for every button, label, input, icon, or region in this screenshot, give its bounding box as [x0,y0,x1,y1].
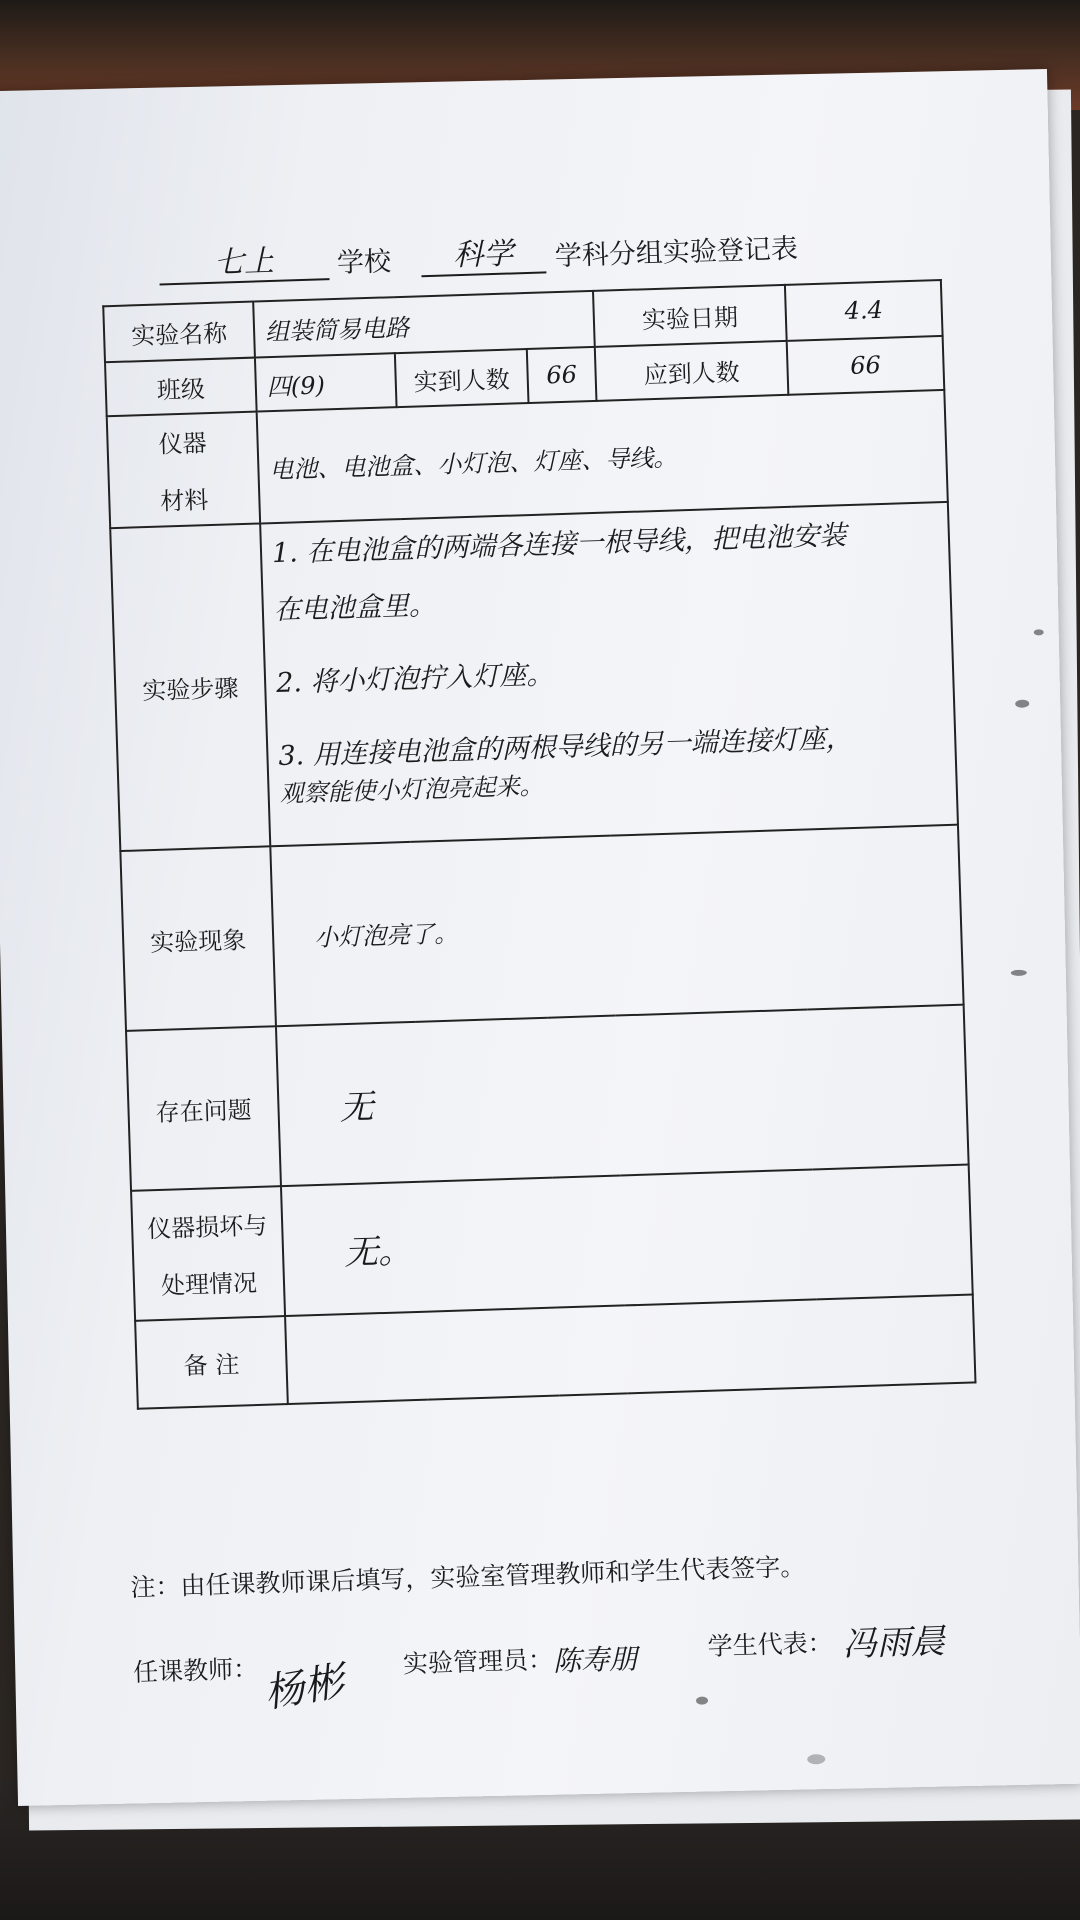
steps-label: 实验步骤 [110,523,270,851]
footnote: 注：由任课教师课后填写，实验室管理教师和学生代表签字。 [130,1551,806,1603]
form-title-line [158,206,959,291]
steps-value [260,502,958,847]
step-line: 2. 将小灯泡拧入灯座。 [275,659,554,700]
step-line: 在电池盒里。 [273,590,437,627]
actual-count-label: 实到人数 [395,349,529,407]
student-rep-signature: 冯雨晨 [842,1621,946,1665]
paper-speck [1015,700,1029,708]
table-row [110,502,958,852]
lab-manager-signature: 陈寿朋 [552,1642,638,1678]
school-suffix: 学校 [336,246,392,279]
signature-line [132,1616,1004,1723]
problems-value: 无 [276,1005,969,1187]
registration-form [88,206,1001,1718]
class-label: 班级 [105,358,257,417]
step-line: 3. 用连接电池盒的两根导线的另一端连接灯座， [278,723,854,773]
paper-speck [1034,629,1044,635]
instruments-label [107,412,260,529]
phenomenon-label: 实验现象 [120,847,276,1032]
experiment-name-value: 组装简易电路 [253,291,595,358]
subject-name: 科学 [420,227,546,277]
phenomenon-value: 小灯泡亮了。 [270,825,963,1027]
actual-count-value: 66 [527,347,597,403]
teacher-label: 任课教师： [132,1654,259,1688]
paper-speck [1011,970,1027,976]
instruments-label-line-1: 仪器 [158,429,208,459]
expected-count-label: 应到人数 [595,341,789,401]
lab-manager-label: 实验管理员： [402,1644,554,1679]
class-value: 四(9) [255,353,397,411]
paper-sheet [0,69,1080,1806]
expected-count-value: 66 [787,336,945,395]
table-row [120,825,963,1031]
teacher-signature: 杨彬 [260,1658,348,1718]
experiment-name-label: 实验名称 [103,302,255,363]
school-name: 七上 [158,234,329,285]
damage-value: 无。 [281,1165,973,1317]
table-row [126,1005,969,1191]
instruments-label-line-2: 材料 [159,486,209,516]
step-line: 观察能使小灯泡亮起来。 [279,771,544,808]
student-rep-label: 学生代表： [707,1628,834,1661]
remarks-label: 备 注 [135,1316,288,1409]
damage-label-line-1: 仪器损坏与 [146,1211,268,1244]
paper-speck [807,1754,825,1764]
instruments-value: 电池、电池盒、小灯泡、灯座、导线。 [257,390,948,524]
step-line: 1. 在电池盒的两端各连接一根导线，把电池安装 [271,520,847,570]
problems-label: 存在问题 [126,1027,281,1192]
experiment-date-label: 实验日期 [593,285,787,347]
form-title: 学科分组实验登记表 [554,233,799,273]
table-row [131,1165,973,1321]
damage-label [131,1187,285,1322]
experiment-date-value: 4.4 [785,280,943,341]
damage-label-line-2: 处理情况 [160,1269,258,1301]
registration-table [102,279,976,1410]
